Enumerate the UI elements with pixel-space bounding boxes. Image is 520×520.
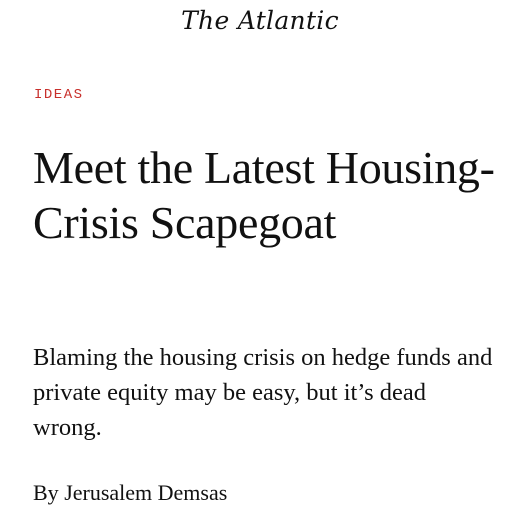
site-logo[interactable]: The Atlantic <box>181 6 339 35</box>
byline-prefix: By <box>33 480 59 505</box>
author-link[interactable]: Jerusalem Demsas <box>64 480 228 505</box>
article-headline: Meet the Latest Housing-Crisis Scapegoat <box>33 142 495 248</box>
section-label-link[interactable]: IDEAS <box>34 87 84 103</box>
byline <box>33 478 227 508</box>
article-dek: Blaming the housing crisis on hedge funds and private equity may be easy, but it’s dead wrong. <box>33 344 493 441</box>
